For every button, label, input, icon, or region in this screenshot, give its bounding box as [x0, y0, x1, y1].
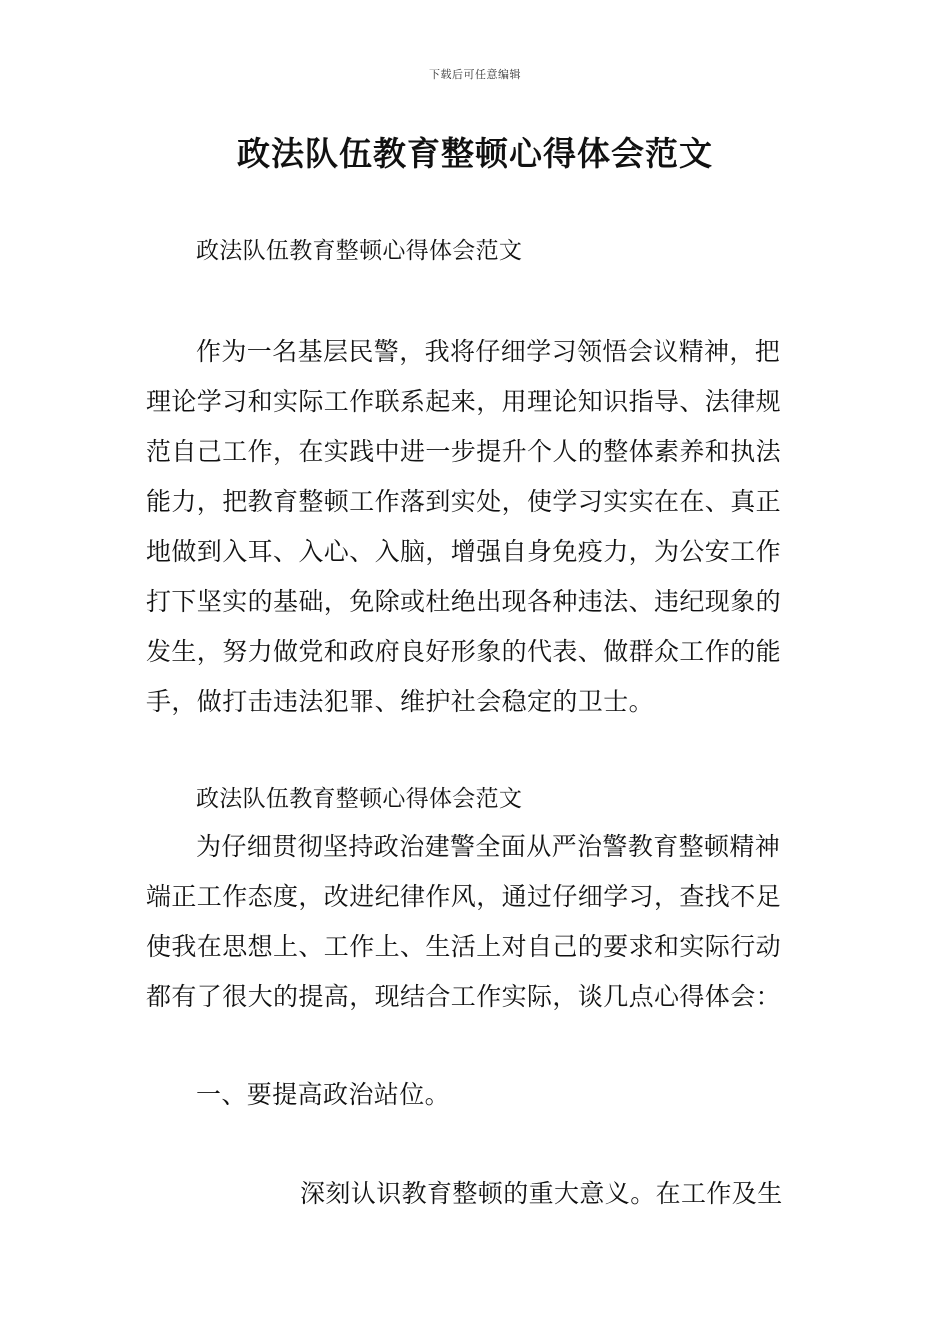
document-title: 政法队伍教育整顿心得体会范文 — [237, 134, 713, 173]
paragraph-line: 作为一名基层民警，我将仔细学习领悟会议精神，把 — [196, 337, 781, 366]
section-heading-1: 一、要提高政治站位。 — [196, 1080, 451, 1109]
paragraph-line: 能力，把教育整顿工作落到实处，使学习实实在在、真正 — [146, 487, 782, 516]
subtitle-1: 政法队伍教育整顿心得体会范文 — [196, 238, 523, 264]
paragraph-line: 发生，努力做党和政府良好形象的代表、做群众工作的能 — [146, 637, 782, 666]
paragraph-line: 都有了很大的提高，现结合工作实际，谈几点心得体会： — [146, 982, 782, 1011]
paragraph-line: 地做到入耳、入心、入脑，增强自身免疫力，为公安工作 — [146, 537, 782, 566]
subtitle-2: 政法队伍教育整顿心得体会范文 — [196, 786, 523, 812]
paragraph-line: 使我在思想上、工作上、生活上对自己的要求和实际行动 — [146, 932, 782, 961]
paragraph-line: 打下坚实的基础，免除或杜绝出现各种违法、违纪现象的 — [146, 587, 782, 616]
paragraph-1 — [146, 327, 810, 727]
paragraph-line: 深刻认识教育整顿的重大意义。在工作及生 — [300, 1179, 783, 1208]
paragraph-2 — [146, 822, 810, 1022]
paragraph-line: 手，做打击违法犯罪、维护社会稳定的卫士。 — [146, 687, 655, 716]
paragraph-3 — [146, 1169, 810, 1219]
paragraph-line: 范自己工作，在实践中进一步提升个人的整体素养和执法 — [146, 437, 782, 466]
paragraph-line: 端正工作态度，改进纪律作风，通过仔细学习，查找不足 — [146, 882, 782, 911]
paragraph-line: 理论学习和实际工作联系起来，用理论知识指导、法律规 — [146, 387, 782, 416]
section-heading-1-wrap — [146, 1070, 810, 1120]
header-note: 下载后可任意编辑 — [429, 68, 521, 81]
paragraph-line: 为仔细贯彻坚持政治建警全面从严治警教育整顿精神 — [196, 832, 781, 861]
